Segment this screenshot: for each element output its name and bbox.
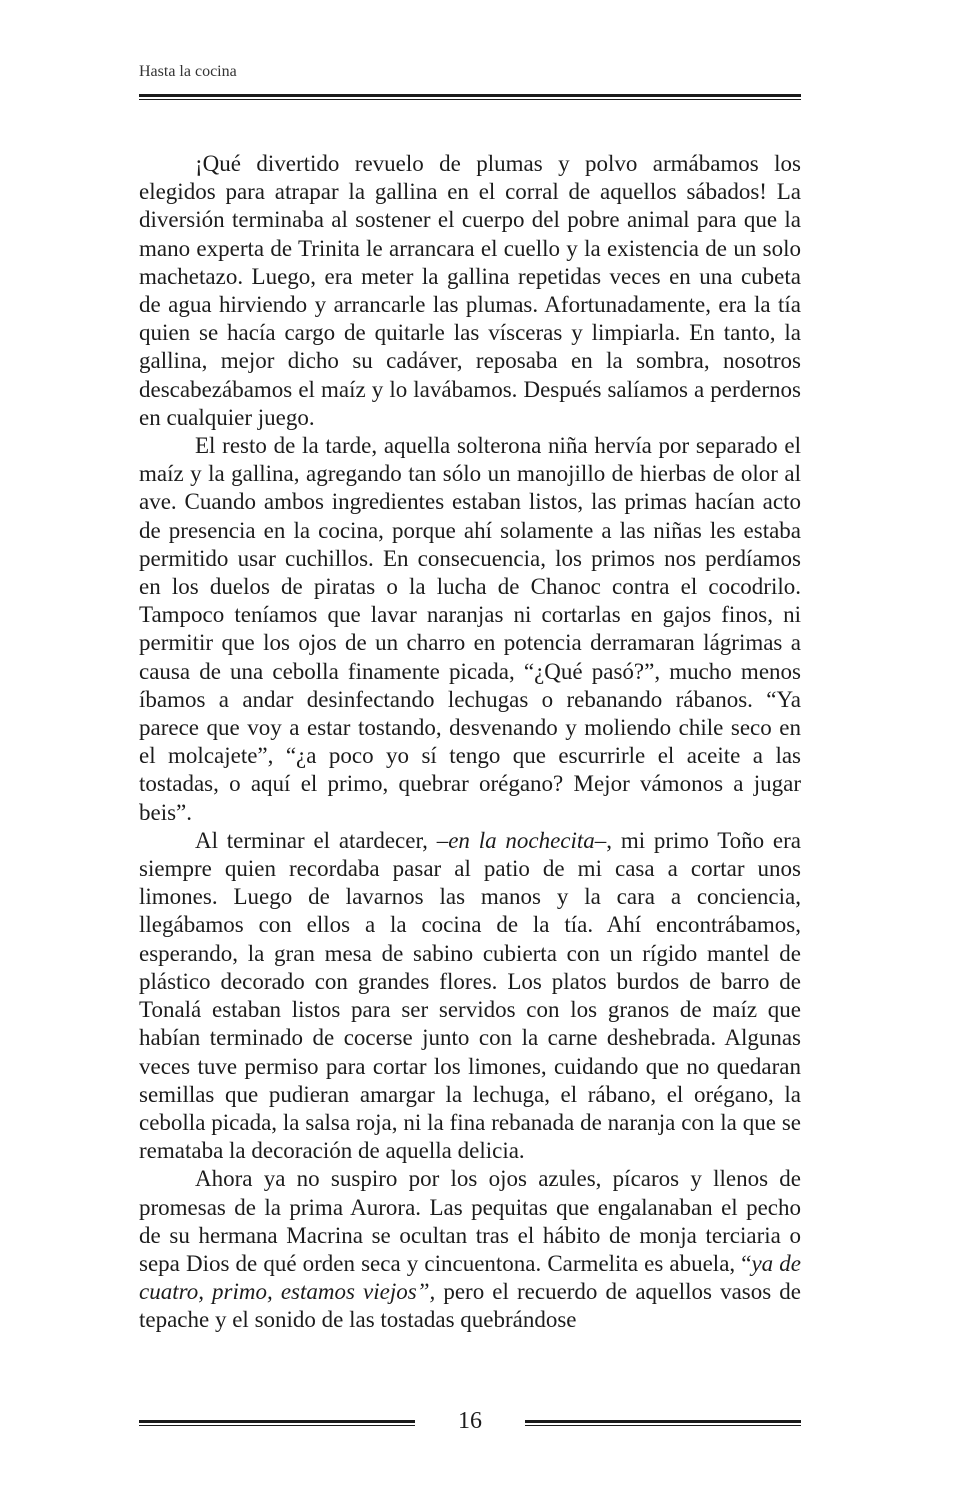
paragraph-3-rest: –, mi primo Toño era siempre quien recordaba pasar al patio de mi casa a cortar unos limones. Luego de lavarnos las manos y la cara a conciencia, llegábamos con ellos a la cocina de la tía. Ahí encontrábamos, esperando, la gran mesa de sabino cubierta con un rígido mantel de plástico decorado con grandes flores. Los platos burdos de barro de Tonalá estaban listos para ser servidos con los granos de maíz que habían terminado de cocerse junto con la carne deshebrada. Algunas veces tuve permiso para cortar los limones, cuidando que no quedaran semillas que pudieran amargar la lechuga, el rábano, el orégano, la cebolla picada, la salsa roja, ni la fina rebanada de naranja con la que se remataba la decoración de aquella delicia.	[139, 827, 801, 1164]
paragraph-3	[139, 827, 801, 1165]
header-rule	[139, 94, 801, 100]
footer-rule-right	[525, 1420, 801, 1426]
paragraph-1: ¡Qué divertido revuelo de plumas y polvo armábamos los elegidos para atrapar la gallina en el corral de aquellos sábados! La diversión terminaba al sostener el cuerpo del pobre animal para que la mano experta de Trinita le arrancara el cuello y la existencia de un solo machetazo. Luego, era meter la gallina repetidas veces en una cubeta de agua hirviendo y arrancarle las plumas. Afortunadamente, era la tía quien se hacía cargo de quitarle las vísceras y limpiarla. En tanto, la gallina, mejor dicho su cadáver, reposaba en la sombra, nosotros descabezábamos el maíz y lo lavábamos. Después salíamos a perdernos en cualquier juego.	[139, 151, 801, 430]
paragraph-3-italic: en la nochecita	[448, 827, 595, 853]
paragraph-4-italic: ya de cuatro, primo, estamos viejos”,	[139, 1250, 801, 1305]
running-head: Hasta la cocina	[139, 63, 237, 80]
paragraph-4-rest: pero el recuerdo de aquellos vasos de tepache y el sonido de las tostadas quebrándose	[139, 1279, 801, 1333]
body-text	[139, 150, 801, 1335]
paragraph-2: El resto de la tarde, aquella solterona niña hervía por separado el maíz y la gallina, agregando tan sólo un manojillo de hierbas de olor al ave. Cuando ambos ingredientes estaban listos, las primas hacían acto de presencia en la cocina, porque ahí solamente a las niñas les estaba permitido usar cuchillos. En consecuencia, los primos nos perdíamos en los duelos de piratas o la lucha de Chanoc contra el cocodrilo. Tampoco teníamos que lavar naranjas ni cortarlas en gajos finos, ni permitir que los ojos de un charro en potencia derramaran lágrimas a causa de una cebolla finamente picada, “¿Qué pasó?”, mucho menos íbamos a andar desinfectando lechugas o rebanando rábanos. “Ya parece que voy a estar tostando, desvenando y moliendo chile seco en el molcajete”, “¿a poco yo sí tengo que escurrirle el aceite a las tostadas, o aquí el primo, quebrar orégano? Mejor vámonos a jugar beis”.	[139, 433, 801, 825]
paragraph-4	[139, 1165, 801, 1334]
page-number: 16	[458, 1408, 482, 1434]
footer-rule-left	[139, 1420, 415, 1426]
paragraph-4-lead: Ahora ya no suspiro por los ojos azules, pícaros y llenos de promesas de la prima Aurora. Las pequitas que engalanaban el pecho de su hermana Macrina se ocultan tras el hábito de monja terciaria o sepa Dios de qué orden seca y cincuentona. Carmelita es abuela, “	[139, 1166, 801, 1276]
paragraph-3-lead: Al terminar el atardecer, –	[195, 827, 449, 853]
